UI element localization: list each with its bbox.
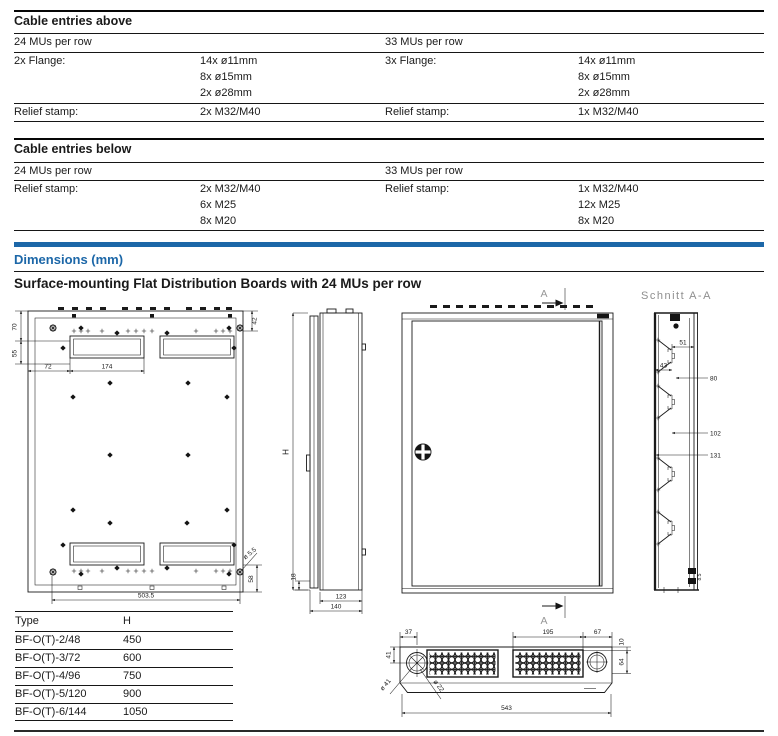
relief-label-right: Relief stamp: xyxy=(385,106,450,118)
relief-value: 2x M32/M40 xyxy=(200,106,261,118)
rule xyxy=(14,230,764,231)
relief-label-left: Relief stamp: xyxy=(14,106,79,118)
dim-label-8-5: 8.5 xyxy=(697,573,703,581)
cable-entries-below-section xyxy=(14,138,764,232)
dim-label-174: 174 xyxy=(101,363,113,371)
flange-value: 14x ø11mm xyxy=(578,55,636,67)
thick-rule xyxy=(14,138,764,140)
side-view-drawing xyxy=(282,309,366,614)
table-row-type: BF-O(T)-6/144 xyxy=(15,706,87,718)
dim-label-42: 42 xyxy=(251,317,259,325)
bottom-view-drawing xyxy=(379,629,631,717)
dim-label-70: 70 xyxy=(11,323,19,331)
rule xyxy=(14,52,764,53)
dimensions-heading: Dimensions (mm) xyxy=(14,252,124,267)
table-row-type: BF-O(T)-4/96 xyxy=(15,670,81,682)
rule xyxy=(14,33,764,34)
section-letter-A-top: A xyxy=(540,288,548,300)
section-accent-bar xyxy=(14,242,764,247)
relief-label-left: Relief stamp: xyxy=(14,183,79,195)
flange-value: 8x ø15mm xyxy=(578,71,630,83)
rule xyxy=(15,703,233,704)
table-row-type: BF-O(T)-3/72 xyxy=(15,652,81,664)
dim-label-37: 37 xyxy=(404,629,413,636)
table-row-height: 750 xyxy=(123,670,142,682)
dim-label-H: H xyxy=(281,449,291,455)
type-column-header: Type xyxy=(15,615,39,627)
dim-label-80: 80 xyxy=(710,375,718,383)
relief-value: 2x M32/M40 xyxy=(200,183,261,195)
rule xyxy=(15,611,233,612)
flange-label-right: 3x Flange: xyxy=(385,55,437,67)
dim-label-543: 543 xyxy=(501,705,512,712)
page-bottom-rule xyxy=(14,730,764,732)
table-row-type: BF-O(T)-5/120 xyxy=(15,688,87,700)
rule xyxy=(14,103,764,104)
dim-label-67: 67 xyxy=(593,629,602,636)
flange-knockout-field xyxy=(427,650,583,677)
dim-label-10: 10 xyxy=(618,638,626,646)
section-aa-title: Schnitt A-A xyxy=(641,290,712,302)
column-header-right: 33 MUs per row xyxy=(385,165,463,177)
section-letter-A-bottom: A xyxy=(540,615,548,627)
flange-label-left: 2x Flange: xyxy=(14,55,66,67)
front-view-drawing xyxy=(12,309,263,605)
table-row-height: 900 xyxy=(123,688,142,700)
dim-label-140: 140 xyxy=(330,603,342,611)
mount-screw-icon xyxy=(49,568,57,576)
flange-value: 2x ø28mm xyxy=(200,87,252,99)
section-title: Cable entries below xyxy=(14,142,132,156)
rule xyxy=(15,685,233,686)
thick-rule xyxy=(14,10,764,12)
dim-label-72: 72 xyxy=(44,363,52,371)
relief-value: 8x M20 xyxy=(200,215,237,227)
relief-label-right: Relief stamp: xyxy=(385,183,450,195)
section-mark-bottom xyxy=(540,596,565,627)
rule xyxy=(14,162,764,163)
dim-label-55: 55 xyxy=(11,349,19,358)
section-aa-drawing xyxy=(641,290,721,593)
rule xyxy=(15,631,233,632)
flange-value: 8x ø15mm xyxy=(200,71,252,83)
table-row-height: 450 xyxy=(123,634,142,646)
flange-value: 2x ø28mm xyxy=(578,87,630,99)
door-lock-icon xyxy=(415,444,431,460)
technical-drawings xyxy=(0,280,778,732)
relief-value: 12x M25 xyxy=(578,199,621,211)
rule xyxy=(14,271,764,272)
table-row-height: 600 xyxy=(123,652,142,664)
dim-label-dia22: ø 22 xyxy=(431,678,445,694)
dim-label-102: 102 xyxy=(710,430,721,438)
column-header-right: 33 MUs per row xyxy=(385,36,463,48)
dim-label-43: 43 xyxy=(659,362,668,370)
rule xyxy=(14,121,764,122)
dim-label-131: 131 xyxy=(710,452,721,460)
rule xyxy=(15,649,233,650)
relief-value: 1x M32/M40 xyxy=(578,183,639,195)
door-view-drawing xyxy=(402,288,613,627)
cable-entries-above-section xyxy=(14,10,764,122)
relief-value: 6x M25 xyxy=(200,199,237,211)
gland-hole-right xyxy=(586,651,608,673)
column-header-left: 24 MUs per row xyxy=(14,36,92,48)
relief-value: 8x M20 xyxy=(578,215,615,227)
dim-label-41: 41 xyxy=(385,651,393,659)
mount-screw-icon xyxy=(49,324,57,332)
dim-label-51: 51 xyxy=(679,339,687,347)
rule xyxy=(15,667,233,668)
mount-screw-icon xyxy=(236,324,244,332)
dim-label-195: 195 xyxy=(542,629,554,636)
section-title: Cable entries above xyxy=(14,14,133,28)
dimensions-subtitle: Surface-mounting Flat Distribution Boards with 24 MUs per row xyxy=(14,276,422,291)
table-row-height: 1050 xyxy=(123,706,148,718)
dim-label-64: 64 xyxy=(618,658,626,666)
dim-label-18: 18 xyxy=(290,573,298,581)
table-row-type: BF-O(T)-2/48 xyxy=(15,634,81,646)
dim-label-hole-dia: ø 5.5 xyxy=(242,546,258,562)
dim-label-503-5: 503.5 xyxy=(137,592,155,600)
rule xyxy=(14,180,764,181)
dim-label-dia41: ø 41 xyxy=(378,677,393,693)
flange-value: 14x ø11mm xyxy=(200,55,258,67)
rule xyxy=(15,720,233,721)
height-column-header: H xyxy=(123,615,131,627)
column-header-left: 24 MUs per row xyxy=(14,165,92,177)
dim-label-123: 123 xyxy=(335,593,347,601)
relief-value: 1x M32/M40 xyxy=(578,106,639,118)
dim-label-58: 58 xyxy=(248,575,255,583)
